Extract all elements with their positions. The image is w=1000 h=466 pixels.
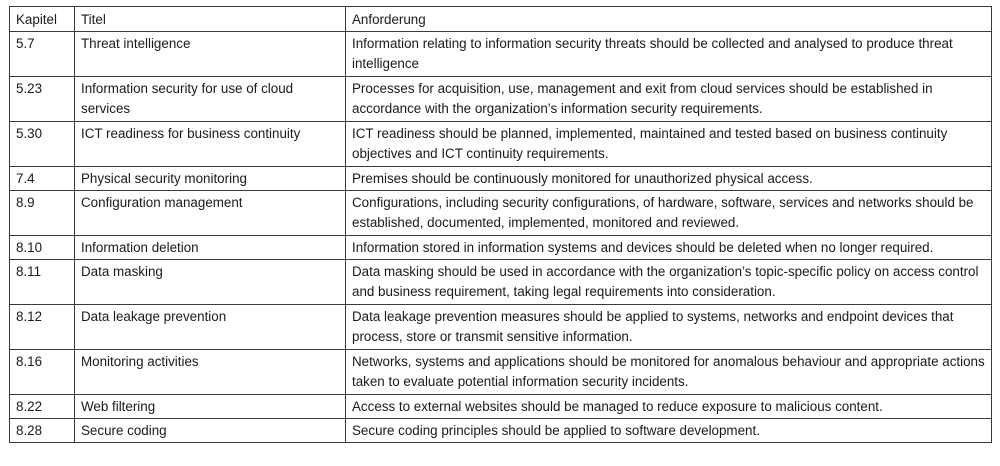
titel-cell: Information deletion	[75, 236, 346, 260]
kapitel-cell: 8.12	[10, 305, 75, 350]
titel-cell: Secure coding	[75, 419, 346, 443]
anforderung-cell: Networks, systems and applications should be monitored for anomalous behaviour and appropriate actions taken to evaluate potential information security incidents.	[346, 350, 992, 395]
table-header-row	[10, 7, 992, 32]
anforderung-cell: Configurations, including security configurations, of hardware, software, services and networks should be established, documented, implemented, monitored and reviewed.	[346, 191, 992, 236]
titel-cell: Information security for use of cloud services	[75, 77, 346, 122]
kapitel-cell: 7.4	[10, 167, 75, 191]
titel-cell: Monitoring activities	[75, 350, 346, 395]
anforderung-cell: Premises should be continuously monitored for unauthorized physical access.	[346, 167, 992, 191]
column-header-anforderung: Anforderung	[346, 7, 992, 32]
table-row	[10, 122, 992, 167]
kapitel-cell: 5.23	[10, 77, 75, 122]
anforderung-cell: Data leakage prevention measures should be applied to systems, networks and endpoint devices that process, store or transmit sensitive information.	[346, 305, 992, 350]
titel-cell: Web filtering	[75, 395, 346, 419]
table-row	[10, 167, 992, 191]
titel-cell: Data leakage prevention	[75, 305, 346, 350]
table-row	[10, 236, 992, 260]
titel-cell: Threat intelligence	[75, 32, 346, 77]
table-row	[10, 350, 992, 395]
table-row	[10, 260, 992, 305]
titel-cell: ICT readiness for business continuity	[75, 122, 346, 167]
kapitel-cell: 8.11	[10, 260, 75, 305]
requirements-table	[9, 6, 992, 443]
anforderung-cell: Information stored in information systems and devices should be deleted when no longer required.	[346, 236, 992, 260]
table-row	[10, 32, 992, 77]
titel-cell: Configuration management	[75, 191, 346, 236]
kapitel-cell: 8.9	[10, 191, 75, 236]
kapitel-cell: 8.28	[10, 419, 75, 443]
table-row	[10, 419, 992, 443]
titel-cell: Data masking	[75, 260, 346, 305]
kapitel-cell: 5.30	[10, 122, 75, 167]
table-row	[10, 191, 992, 236]
table-row	[10, 395, 992, 419]
column-header-kapitel: Kapitel	[10, 7, 75, 32]
table-row	[10, 305, 992, 350]
anforderung-cell: Data masking should be used in accordance with the organization’s topic-specific policy on access control and business requirement, taking legal requirements into consideration.	[346, 260, 992, 305]
anforderung-cell: Information relating to information security threats should be collected and analysed to produce threat intelligence	[346, 32, 992, 77]
kapitel-cell: 8.16	[10, 350, 75, 395]
column-header-titel: Titel	[75, 7, 346, 32]
anforderung-cell: Secure coding principles should be applied to software development.	[346, 419, 992, 443]
requirements-table-container	[9, 6, 991, 443]
anforderung-cell: Access to external websites should be managed to reduce exposure to malicious content.	[346, 395, 992, 419]
kapitel-cell: 8.10	[10, 236, 75, 260]
anforderung-cell: Processes for acquisition, use, management and exit from cloud services should be established in accordance with the organization’s information security requirements.	[346, 77, 992, 122]
anforderung-cell: ICT readiness should be planned, implemented, maintained and tested based on business continuity objectives and ICT continuity requirements.	[346, 122, 992, 167]
table-row	[10, 77, 992, 122]
titel-cell: Physical security monitoring	[75, 167, 346, 191]
kapitel-cell: 5.7	[10, 32, 75, 77]
kapitel-cell: 8.22	[10, 395, 75, 419]
